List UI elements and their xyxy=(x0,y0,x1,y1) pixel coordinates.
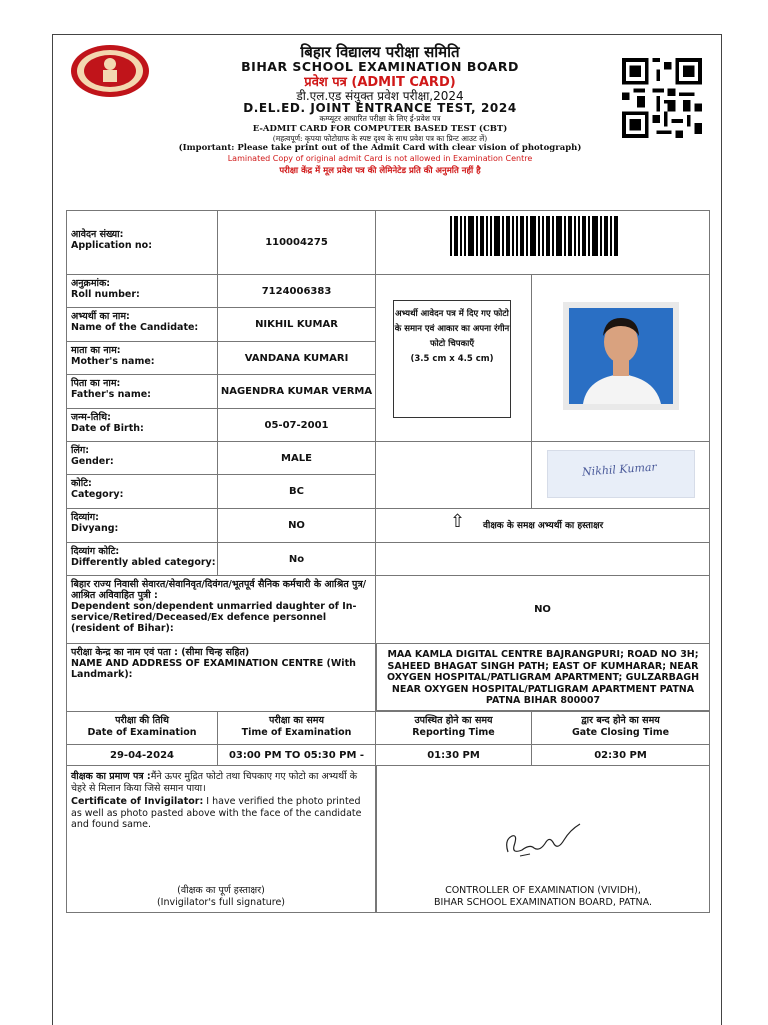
category-label: कोटि: Category: xyxy=(66,474,218,509)
important-english: (Important: Please take print out of the Admit Card with clear vision of photograph) xyxy=(178,143,582,153)
dob-label: जन्म-तिथि: Date of Birth: xyxy=(66,408,218,442)
admit-card-title: प्रवेश पत्र (ADMIT CARD) xyxy=(304,75,456,90)
gate-closing-header: द्वार बन्द होने का समय Gate Closing Time xyxy=(531,711,710,745)
exam-time-header: परीक्षा का समय Time of Examination xyxy=(217,711,376,745)
signature-caption: वीक्षक के समक्ष अभ्यर्थी का हस्ताक्षर xyxy=(483,521,604,531)
gate-closing-time: 02:30 PM xyxy=(531,744,710,766)
differently-abled-category: No xyxy=(217,542,376,576)
candidate-signature: Nikhil Kumar xyxy=(547,450,695,498)
centre-address: MAA KAMLA DIGITAL CENTRE BAJRANGPURI; ROAD NO 3H; SAHEED BHAGAT SINGH PATH; EAST OF KUMHARAR; NEAR OXYGEN HOSPITAL/PATLIGRAM APARTMENT; GULZARBAGH NEAR OXYGEN HOSPITAL/PATLIGRAM APARTMENT PATNA PATNA BIHAR 800007 xyxy=(376,643,710,711)
application-number: 110004275 xyxy=(217,210,376,275)
laminated-notice-hindi: परीक्षा केंद्र में मूल प्रवेश पत्र की लेमिनेटेड प्रति की अनुमति नहीं है xyxy=(279,166,481,176)
reporting-time: 01:30 PM xyxy=(375,744,532,766)
barcode xyxy=(450,216,618,256)
category: BC xyxy=(217,474,376,509)
gender: MALE xyxy=(217,441,376,475)
exam-name-english: D.EL.ED. JOINT ENTRANCE TEST, 2024 xyxy=(243,101,517,115)
board-name-hindi: बिहार विद्यालय परीक्षा समिति xyxy=(300,43,460,61)
roll-number: 7124006383 xyxy=(217,274,376,308)
invigilator-signature-label: (वीक्षक का पूर्ण हस्ताक्षर) (Invigilator's full signature) xyxy=(156,885,286,908)
laminated-notice-english: Laminated Copy of original admit Card is not allowed in Examination Centre xyxy=(227,154,533,163)
important-hindi: (महत्वपूर्ण: कृपया फोटोग्राफ के स्पष्ट दृश्य के साथ प्रवेश पत्र का प्रिन्ट आउट लें) xyxy=(272,134,488,143)
board-name-english: BIHAR SCHOOL EXAMINATION BOARD xyxy=(241,59,519,74)
date-of-birth: 05-07-2001 xyxy=(217,408,376,442)
photo-size: (3.5 cm x 4.5 cm) xyxy=(410,354,494,364)
photo-instruction-box xyxy=(393,300,511,418)
exam-date: 29-04-2024 xyxy=(66,744,218,766)
cbt-hindi: कम्प्यूटर आधारित परीक्षा के लिए ई-प्रवेश पत्र xyxy=(319,114,441,123)
roll-label: अनुक्रमांक: Roll number: xyxy=(66,274,218,308)
dependent-label: बिहार राज्य निवासी सेवारत/सेवानिवृत/दिवंगत/भूतपूर्व सैनिक कर्मचारी के आश्रित पुत्र/आश्रित अविवाहित पुत्री : Dependent son/dependent unmarried daughter of In-service/Retired/Deceased/Ex defence personnel (resident of Bihar): xyxy=(66,575,376,644)
candidate-name-label: अभ्यर्थी का नाम: Name of the Candidate: xyxy=(66,307,218,342)
certificate-text-english: I have verified the photo printed as well as photo pasted above with the face of the candidate and found same. xyxy=(71,796,362,830)
father-name-label: पिता का नाम: Father's name: xyxy=(66,374,218,409)
cbt-english: E-ADMIT CARD FOR COMPUTER BASED TEST (CBT) xyxy=(252,124,508,134)
mother-name: VANDANA KUMARI xyxy=(217,341,376,375)
controller-designation: CONTROLLER OF EXAMINATION (VIVIDH), BIHAR SCHOOL EXAMINATION BOARD, PATNA. xyxy=(434,885,652,908)
differently-abled-label: दिव्यांग कोटि: Differently abled category: xyxy=(66,542,218,576)
divyang: NO xyxy=(217,508,376,543)
exam-time: 03:00 PM TO 05:30 PM - xyxy=(217,744,376,766)
exam-date-header: परीक्षा की तिथि Date of Examination xyxy=(66,711,218,745)
photo-instruction: अभ्यर्थी आवेदन पत्र में दिए गए फोटो के समान एवं आकार का अपना रंगीन फोटो चिपकाएँ xyxy=(394,309,510,349)
divyang-label: दिव्यांग: Divyang: xyxy=(66,508,218,543)
candidate-photo xyxy=(563,302,679,410)
father-name: NAGENDRA KUMAR VERMA xyxy=(217,374,376,409)
signature-blank-cell xyxy=(375,441,532,509)
controller-signature xyxy=(500,812,590,862)
certificate-text-hindi: मैंने ऊपर मुद्रित फोटो तथा चिपकाए गए फोटो का अभ्यर्थी के चेहरे से मिलान किया जिसे समान पाया। xyxy=(71,771,358,794)
qr-code xyxy=(620,58,704,138)
certificate-title-hindi: वीक्षक का प्रमाण पत्र : xyxy=(71,771,151,782)
exam-name-hindi: डी.एल.एड संयुक्त प्रवेश परीक्षा,2024 xyxy=(296,89,464,103)
dependent-status: NO xyxy=(375,575,710,644)
candidate-name: NIKHIL KUMAR xyxy=(217,307,376,342)
gender-label: लिंग: Gender: xyxy=(66,441,218,475)
empty-cell xyxy=(375,542,710,576)
mother-name-label: माता का नाम: Mother's name: xyxy=(66,341,218,375)
application-label: आवेदन संख्या: Application no: xyxy=(66,210,218,275)
centre-label: परीक्षा केन्द्र का नाम एवं पता : (सीमा चिन्ह सहित) NAME AND ADDRESS OF EXAMINATION CENTRE (With Landmark): xyxy=(66,643,376,712)
reporting-time-header: उपस्थित होने का समय Reporting Time xyxy=(375,711,532,745)
up-arrow-icon: ⇧ xyxy=(450,511,466,532)
certificate-title-english: Certificate of Invigilator: xyxy=(71,796,204,807)
